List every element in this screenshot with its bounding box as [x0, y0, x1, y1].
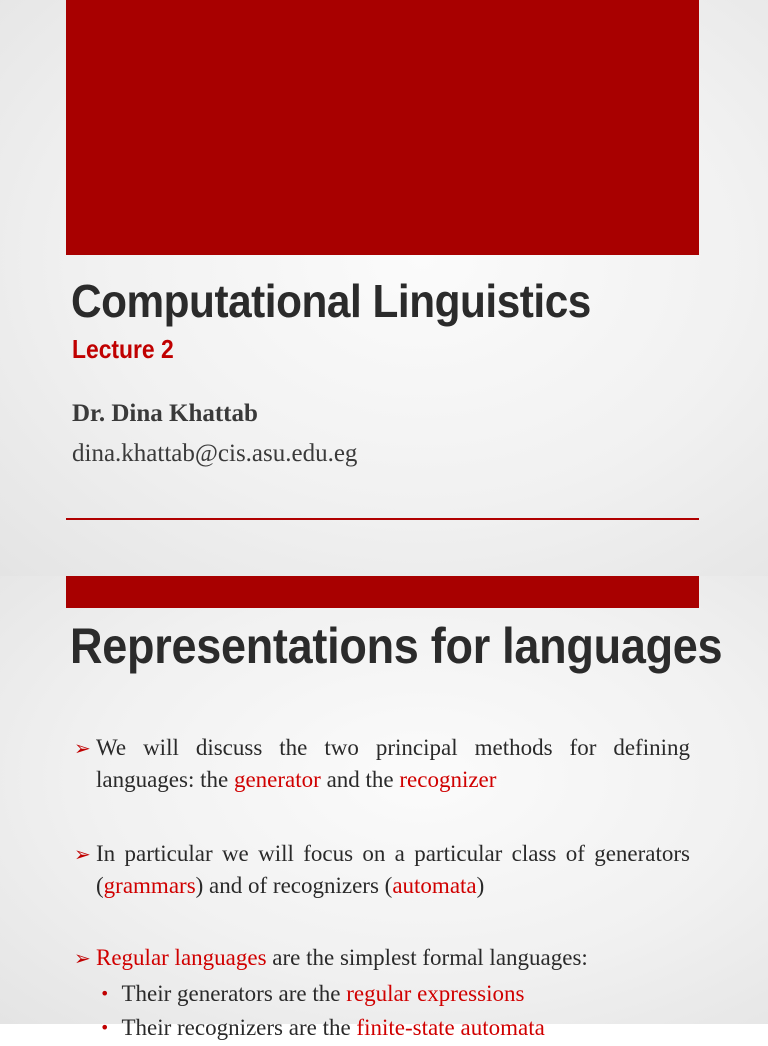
highlight-term: generator: [233, 767, 321, 792]
highlight-term: grammars: [103, 873, 196, 898]
author-email: dina.khattab@cis.asu.edu.eg: [72, 440, 358, 467]
highlight-term: automata: [392, 873, 477, 898]
dot-bullet-icon: •: [100, 1018, 110, 1037]
divider-line: [66, 518, 699, 520]
bullet-item: ➢ We will discuss the two principal methods for defining languages: the generator and the recognizer: [74, 732, 690, 796]
bullet-item: ➢ Regular languages are the simplest formal languages:: [74, 942, 690, 974]
sub-bullet-item: • Their recognizers are the finite-state automata: [100, 1015, 545, 1040]
slide-heading: Representations for languages: [70, 618, 723, 674]
title-banner: [66, 0, 699, 255]
highlight-term: regular expressions: [346, 981, 525, 1006]
bullet-item: ➢ In particular we will focus on a particular class of generators (grammars) and of recognizers (automata): [74, 838, 690, 902]
highlight-term: recognizer: [399, 767, 497, 792]
lecture-subtitle: Lecture 2: [72, 334, 174, 364]
header-banner: [66, 576, 699, 608]
sub-bullet-item: • Their generators are the regular expressions: [100, 981, 525, 1006]
arrow-bullet-icon: ➢: [74, 736, 91, 760]
highlight-term: finite-state automata: [356, 1015, 545, 1040]
arrow-bullet-icon: ➢: [74, 842, 91, 866]
dot-bullet-icon: •: [100, 984, 110, 1003]
content-slide: [0, 576, 768, 1040]
highlight-term: Regular languages: [96, 945, 267, 970]
arrow-bullet-icon: ➢: [74, 946, 91, 970]
author-name: Dr. Dina Khattab: [72, 400, 258, 427]
slide-title: Computational Linguistics: [71, 275, 591, 327]
